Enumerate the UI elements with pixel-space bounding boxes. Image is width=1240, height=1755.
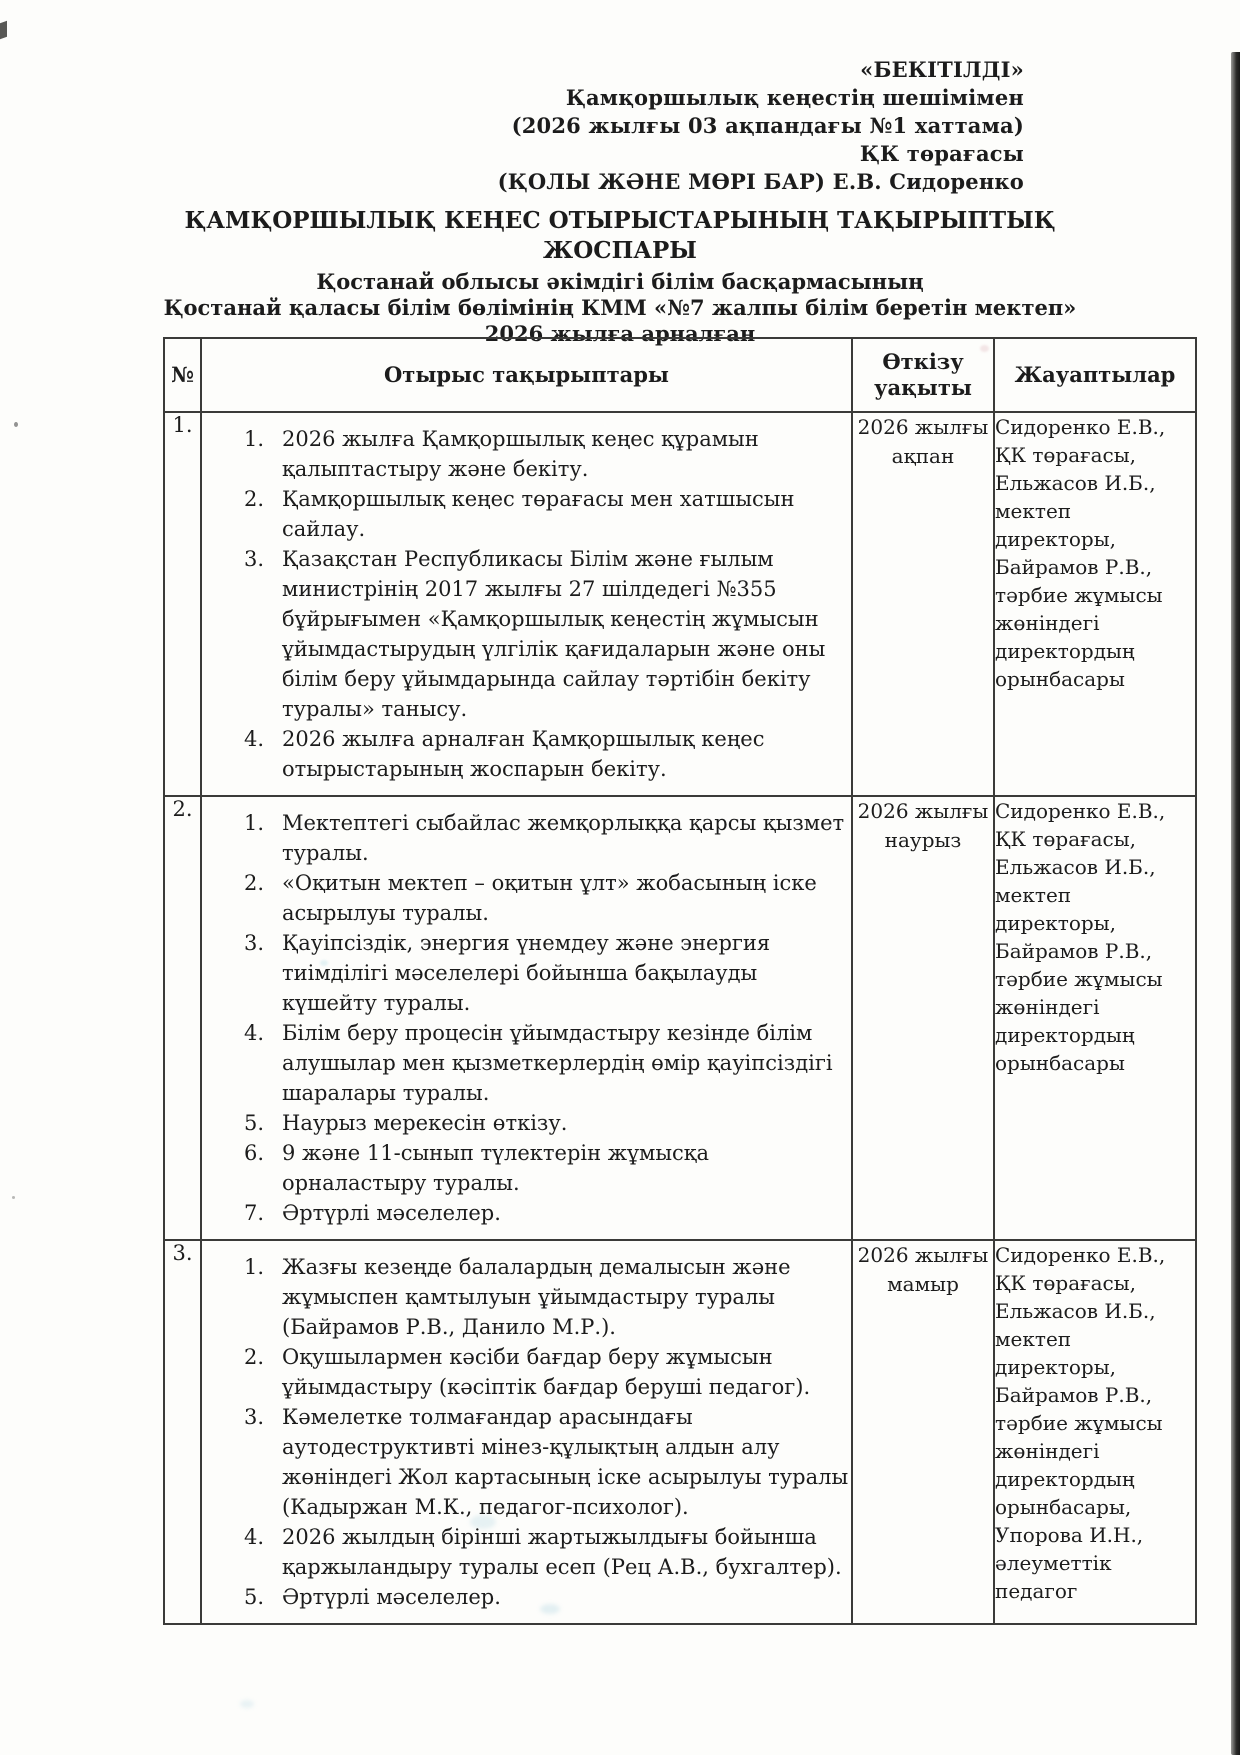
topic-item: Жазғы кезеңде балалардың демалысын және жұмыспен қамтылуын ұйымдастыру туралы (Байрамов Р.В., Данило М.Р.). <box>282 1255 791 1339</box>
topic-item: 9 және 11-сынып түлектерін жұмысқа орналастыру туралы. <box>282 1141 710 1195</box>
header-cell-responsible: Жауаптылар <box>994 338 1196 412</box>
header-cell-number: № <box>164 338 201 412</box>
topic-item: 2026 жылдың бірінші жартыжылдығы бойынша қаржыландыру туралы есеп (Рец А.В., бухгалтер). <box>282 1525 842 1579</box>
topics-cell <box>201 1240 852 1624</box>
topic-item: Кәмелетке толмағандар арасындағы аутодеструктивті мінез-құлықтың алдын алу жөніндегі Жол картасының іске асырылуы туралы (Кадыржан М.К., педагог-психолог). <box>282 1405 849 1519</box>
topics-cell <box>201 796 852 1240</box>
topic-item: 2026 жылға арналған Қамқоршылық кеңес отырыстарының жоспарын бекіту. <box>282 727 765 781</box>
scan-edge-shadow <box>1231 52 1240 1755</box>
topic-item: Әртүрлі мәселелер. <box>282 1201 501 1225</box>
topics-cell <box>201 412 852 796</box>
time-cell: 2026 жылғы наурыз <box>852 796 994 1240</box>
row-number-cell: 1. <box>164 412 201 796</box>
topic-item: Білім беру процесін ұйымдастыру кезінде білім алушылар мен қызметкерлердің өмір қауіпсіздігі шаралары туралы. <box>282 1021 833 1105</box>
approval-line: ҚК төрағасы <box>859 141 1024 166</box>
table-row <box>164 796 1196 1240</box>
topic-item: «Оқитын мектеп – оқитын ұлт» жобасының іске асырылуы туралы. <box>282 871 817 925</box>
header-cell-topics: Отырыс тақырыптары <box>201 338 852 412</box>
table-row <box>164 1240 1196 1624</box>
scan-corner-mark <box>0 21 7 40</box>
title-line-main: ҚАМҚОРШЫЛЫҚ КЕҢЕС ОТЫРЫСТАРЫНЫҢ ТАҚЫРЫПТЫҚ ЖОСПАРЫ <box>184 207 1056 264</box>
topics-list <box>202 1252 851 1612</box>
title-line-org: Қостанай облысы әкімдігі білім басқармасының <box>316 269 924 294</box>
title-line-year: 2026 жылға арналған <box>484 321 756 346</box>
document-title <box>120 206 1120 347</box>
row-number-cell: 2. <box>164 796 201 1240</box>
responsible-cell: Сидоренко Е.В., ҚК төрағасы, Ельжасов И.Б., мектеп директоры, Байрамов Р.В., тәрбие жұмысы жөніндегі директордың орынбасары <box>994 412 1196 796</box>
time-cell: 2026 жылғы мамыр <box>852 1240 994 1624</box>
topic-item: Мектептегі сыбайлас жемқорлыққа қарсы қызмет туралы. <box>282 811 845 865</box>
topic-item: Қауіпсіздік, энергия үнемдеу және энергия тиімділігі мәселелері бойынша бақылауды күшейту туралы. <box>282 931 771 1015</box>
topic-item: Әртүрлі мәселелер. <box>282 1585 501 1609</box>
topic-item: Қамқоршылық кеңес төрағасы мен хатшысын сайлау. <box>282 487 795 541</box>
table-header-row <box>164 338 1196 412</box>
topic-item: Оқушылармен кәсіби бағдар беру жұмысын ұйымдастыру (кәсіптік бағдар беруші педагог). <box>282 1345 811 1399</box>
topic-item: Қазақстан Республикасы Білім және ғылым министрінің 2017 жылғы 27 шілдедегі №355 бұйрығымен «Қамқоршылық кеңестің жұмысын ұйымдастырудың үлгілік қағидаларын және оны білім беру ұйымдарында сайлау тәртібін бекіту туралы» танысу. <box>282 547 826 721</box>
topics-list <box>202 424 851 784</box>
topics-list <box>202 808 851 1228</box>
time-cell: 2026 жылғы ақпан <box>852 412 994 796</box>
approval-line: (2026 жылғы 03 ақпандағы №1 хаттама) <box>511 113 1024 138</box>
approval-line: (ҚОЛЫ ЖӘНЕ МӨРІ БАР) Е.В. Сидоренко <box>497 169 1024 194</box>
row-number-cell: 3. <box>164 1240 201 1624</box>
table-row <box>164 412 1196 796</box>
title-line-school: Қостанай қаласы білім бөлімінің КММ «№7 жалпы білім беретін мектеп» <box>163 295 1077 320</box>
approval-block <box>498 56 1024 196</box>
approval-line: Қамқоршылық кеңестің шешімімен <box>565 85 1024 110</box>
plan-table <box>163 337 1197 1625</box>
header-cell-time: Өткізу уақыты <box>852 338 994 412</box>
topic-item: Наурыз мерекесін өткізу. <box>282 1111 568 1135</box>
responsible-cell: Сидоренко Е.В., ҚК төрағасы, Ельжасов И.Б., мектеп директоры, Байрамов Р.В., тәрбие жұмысы жөніндегі директордың орынбасары, Упорова И.Н., әлеуметтік педагог <box>994 1240 1196 1624</box>
approval-line: «БЕКІТІЛДІ» <box>860 57 1024 82</box>
responsible-cell: Сидоренко Е.В., ҚК төрағасы, Ельжасов И.Б., мектеп директоры, Байрамов Р.В., тәрбие жұмысы жөніндегі директордың орынбасары <box>994 796 1196 1240</box>
topic-item: 2026 жылға Қамқоршылық кеңес құрамын қалыптастыру және бекіту. <box>282 427 759 481</box>
